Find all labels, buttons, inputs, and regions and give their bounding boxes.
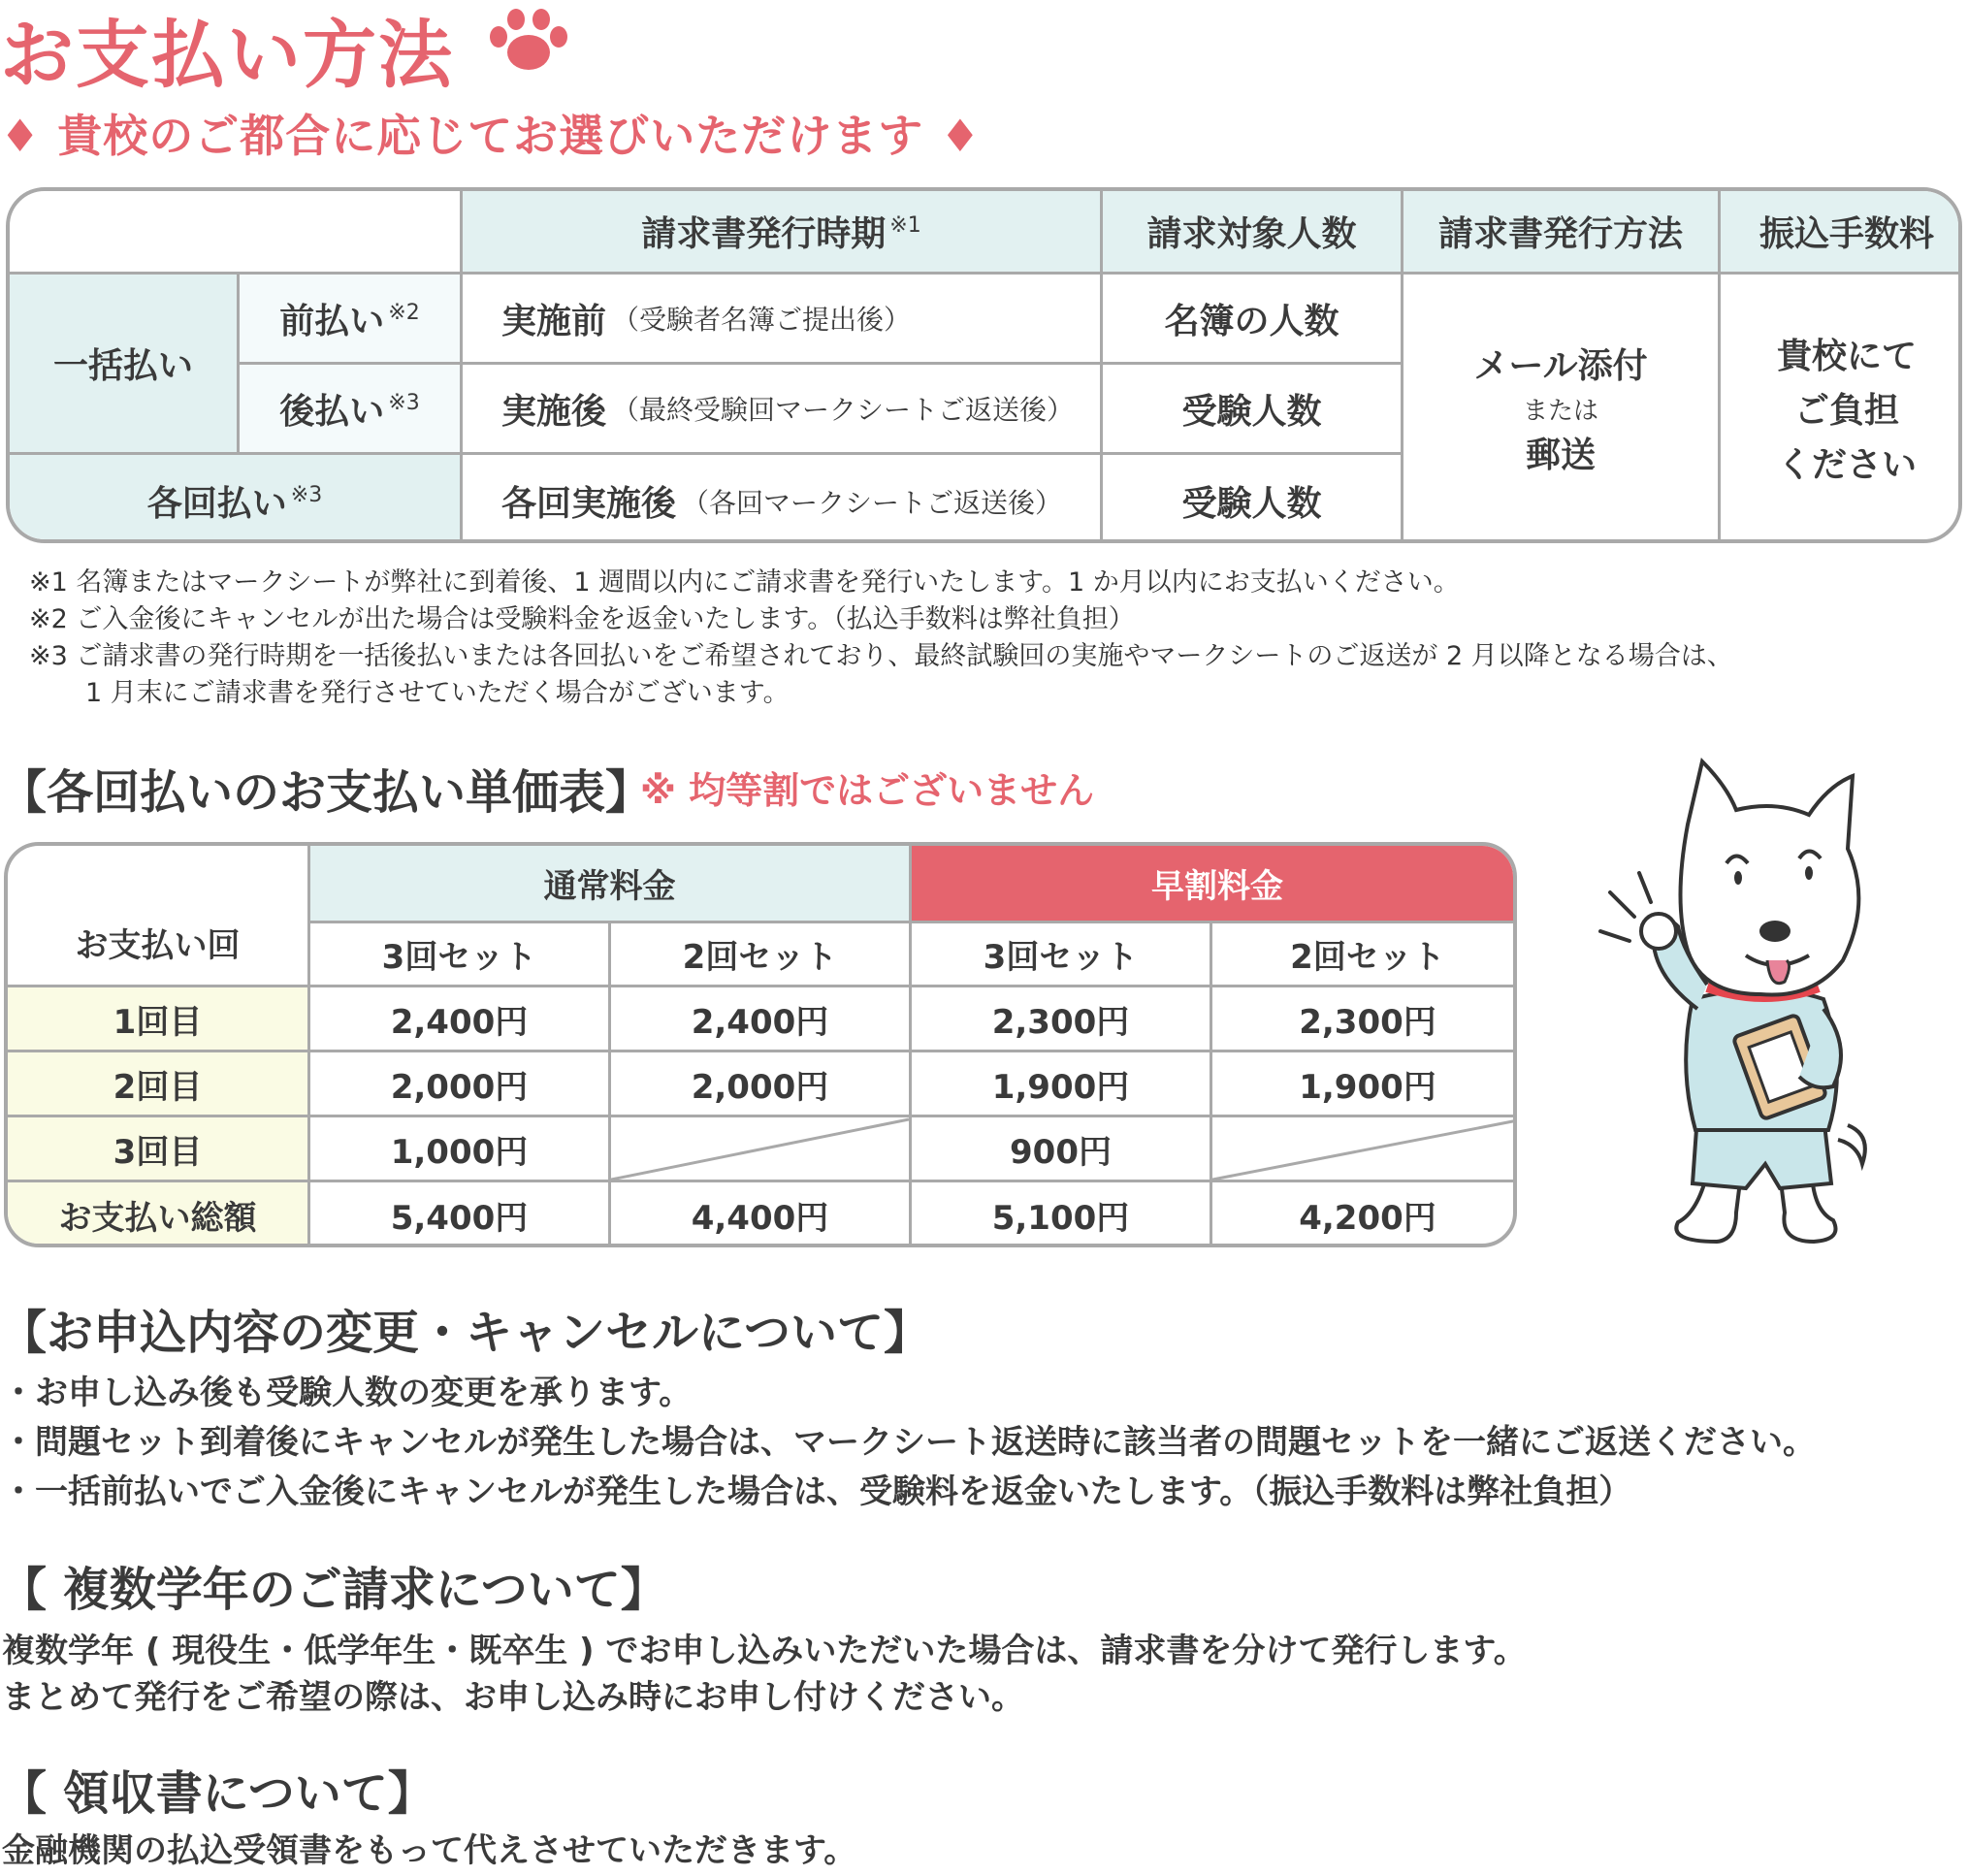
- header-fee: 振込手数料: [1721, 191, 1962, 275]
- fee-line3: ください: [1776, 444, 1917, 485]
- receipt-text: 金融機関の払込受領書をもって代えさせていただきます。: [2, 1831, 857, 1870]
- row1-count: 名簿の人数: [1103, 275, 1403, 365]
- note-ref: ※3: [388, 390, 420, 415]
- header-timing: [463, 191, 1103, 275]
- price-cell: 1,900円: [912, 1052, 1212, 1117]
- method-line3: 郵送: [1525, 435, 1596, 475]
- row-label-2: 2回目: [8, 1052, 310, 1117]
- row3-timing-main: 各回実施後: [501, 484, 677, 524]
- row2-timing-main: 実施後: [501, 391, 607, 432]
- row-label-3: 3回目: [8, 1117, 310, 1182]
- header-early-2set: 2回セット: [1212, 923, 1517, 987]
- postpay-label: [240, 365, 463, 455]
- note-ref: ※2: [388, 300, 420, 325]
- price-cell: 1,000円: [310, 1117, 611, 1182]
- note-ref: ※3: [290, 483, 323, 507]
- method-line1: メール添付: [1473, 345, 1648, 386]
- grade-line-2: まとめて発行をご希望の際は、お申し込み時にお申し付けください。: [2, 1678, 1024, 1717]
- row3-count: 受験人数: [1103, 455, 1403, 543]
- fee-line2: ご負担: [1793, 390, 1899, 431]
- payment-method-table: [6, 187, 1962, 543]
- paw-icon: [485, 8, 572, 76]
- row2-timing: [463, 365, 1103, 455]
- row1-timing-detail: （受験者名簿ご提出後）: [612, 304, 912, 336]
- header-normal-3set: 3回セット: [310, 923, 611, 987]
- footnotes: [29, 565, 1733, 712]
- header-method: 請求書発行方法: [1403, 191, 1721, 275]
- header-normal-2set: 2回セット: [611, 923, 912, 987]
- postpay-text: 後払い: [279, 391, 385, 432]
- footnote-1: ※1 名簿またはマークシートが弊社に到着後、1 週間以内にご請求書を発行いたします。1 か月以内にお支払いください。: [29, 567, 1460, 598]
- slash-line: [611, 1117, 912, 1182]
- price-cell: 2,400円: [310, 987, 611, 1052]
- price-cell: 2,000円: [611, 1052, 912, 1117]
- row3-timing-detail: （各回マークシートご返送後）: [682, 486, 1063, 519]
- page-title: お支払い方法: [0, 12, 454, 98]
- row1-timing: [463, 275, 1103, 365]
- price-table: [4, 842, 1517, 1247]
- price-cell: 5,400円: [310, 1182, 611, 1247]
- change-item-1: ・お申し込み後も受験人数の変更を承ります。: [2, 1374, 693, 1412]
- change-section-title: 【お申込内容の変更・キャンセルについて】: [0, 1306, 931, 1360]
- change-item-2: ・問題セット到着後にキャンセルが発生した場合は、マークシート返送時に該当者の問題セットを一緒にご返送ください。: [2, 1423, 1816, 1462]
- grade-line-1: 複数学年 ( 現役生・低学年生・既卒生 ) でお申し込みいただいた場合は、請求書を分けて発行します。: [2, 1632, 1527, 1670]
- change-item-3: ・一括前払いでご入金後にキャンセルが発生した場合は、受験料を返金いたします。（振込手数料は弊社負担）: [2, 1472, 1632, 1511]
- price-cell: 1,900円: [1212, 1052, 1517, 1117]
- row2-timing-detail: （最終受験回マークシートご返送後）: [612, 394, 1075, 426]
- row3-timing: [463, 455, 1103, 543]
- price-cell: 2,300円: [1212, 987, 1517, 1052]
- row1-timing-main: 実施前: [501, 301, 607, 341]
- lump-sum-label: 一括払い: [10, 275, 240, 455]
- table-corner: [10, 191, 463, 275]
- method-line2: または: [1522, 396, 1598, 426]
- header-payment-round: お支払い回: [8, 846, 310, 987]
- dog-mascot: [1581, 757, 1930, 1261]
- header-early: 早割料金: [912, 846, 1517, 923]
- price-cell: 4,200円: [1299, 1199, 1436, 1238]
- header-early-3set: 3回セット: [912, 923, 1212, 987]
- per-session-label: [10, 455, 463, 543]
- price-cell: 2,300円: [912, 987, 1212, 1052]
- price-table-note: ※ 均等割ではございません: [640, 769, 1095, 812]
- row-label-total: お支払い総額: [8, 1182, 310, 1247]
- transfer-fee: [1721, 275, 1962, 543]
- header-timing-label: 請求書発行時期: [641, 214, 887, 254]
- page-subtitle: ♦ 貴校のご都合に応じてお選びいただけます ♦: [0, 110, 982, 162]
- price-cell: 2,000円: [310, 1052, 611, 1117]
- price-cell: 2,400円: [611, 987, 912, 1052]
- price-cell: 900円: [912, 1117, 1212, 1182]
- note-ref: ※1: [889, 213, 921, 238]
- price-cell: 4,400円: [611, 1182, 912, 1247]
- footnote-3: ※3 ご請求書の発行時期を一括後払いまたは各回払いをご希望されており、最終試験回の実施やマークシートのご返送が 2 月以降となる場合は、: [29, 641, 1733, 671]
- price-table-title: 【各回払いのお支払い単価表】: [0, 765, 653, 820]
- row2-count: 受験人数: [1103, 365, 1403, 455]
- grade-section-title: 【 複数学年のご請求について】: [0, 1563, 667, 1617]
- slash-line: [1212, 1117, 1517, 1182]
- footnote-2: ※2 ご入金後にキャンセルが出た場合は受験料金を返金いたします。（払込手数料は弊社負担）: [29, 604, 1135, 634]
- price-cell: 5,100円: [912, 1182, 1212, 1247]
- issue-method: [1403, 275, 1721, 543]
- fee-line1: 貴校にて: [1776, 336, 1917, 376]
- per-session-text: 各回払い: [146, 484, 287, 524]
- empty-slash-cell: [1212, 1117, 1517, 1182]
- receipt-section-title: 【 領収書について】: [0, 1766, 435, 1821]
- footnote-3-cont: 1 月末にご請求書を発行させていただく場合がございます。: [85, 678, 790, 708]
- prepay-text: 前払い: [279, 301, 385, 341]
- row-label-1: 1回目: [8, 987, 310, 1052]
- empty-slash-cell: [611, 1117, 912, 1182]
- header-normal: 通常料金: [310, 846, 912, 923]
- prepay-label: [240, 275, 463, 365]
- header-count: 請求対象人数: [1103, 191, 1403, 275]
